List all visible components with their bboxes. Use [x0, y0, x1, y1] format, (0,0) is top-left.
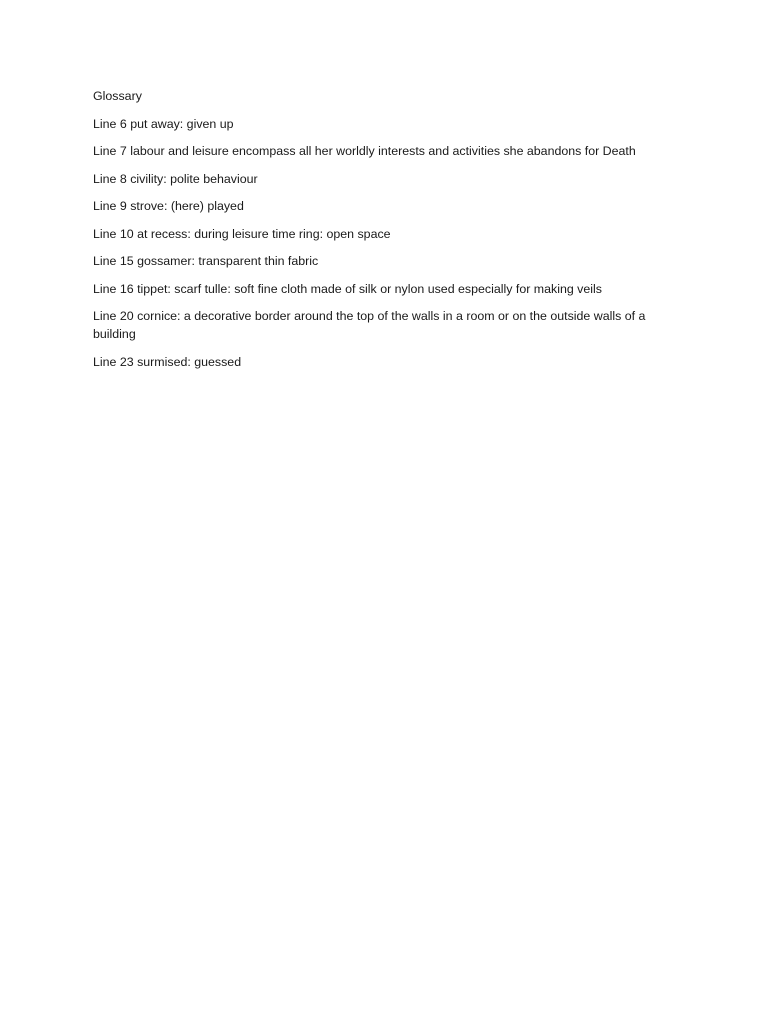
glossary-entry: Line 8 civility: polite behaviour — [93, 171, 258, 186]
document-body — [93, 87, 678, 380]
glossary-entry: Line 10 at recess: during leisure time ring: open space — [93, 226, 391, 241]
glossary-entry: Line 15 gossamer: transparent thin fabric — [93, 254, 319, 268]
glossary-list — [93, 115, 678, 371]
glossary-entry: Line 16 tippet: scarf tulle: soft fine cloth made of silk or nylon used especially for making veils — [93, 281, 602, 296]
glossary-entry: Line 6 put away: given up — [93, 116, 234, 131]
glossary-heading: Glossary — [93, 89, 142, 103]
glossary-entry: Line 9 strove: (here) played — [93, 199, 244, 213]
glossary-entry: Line 23 surmised: guessed — [93, 354, 242, 369]
glossary-entry: Line 7 labour and leisure encompass all her worldly interests and activities she abandons for Death — [93, 144, 636, 158]
glossary-entry: Line 20 cornice: a decorative border around the top of the walls in a room or on the outside walls of a building — [93, 309, 646, 341]
